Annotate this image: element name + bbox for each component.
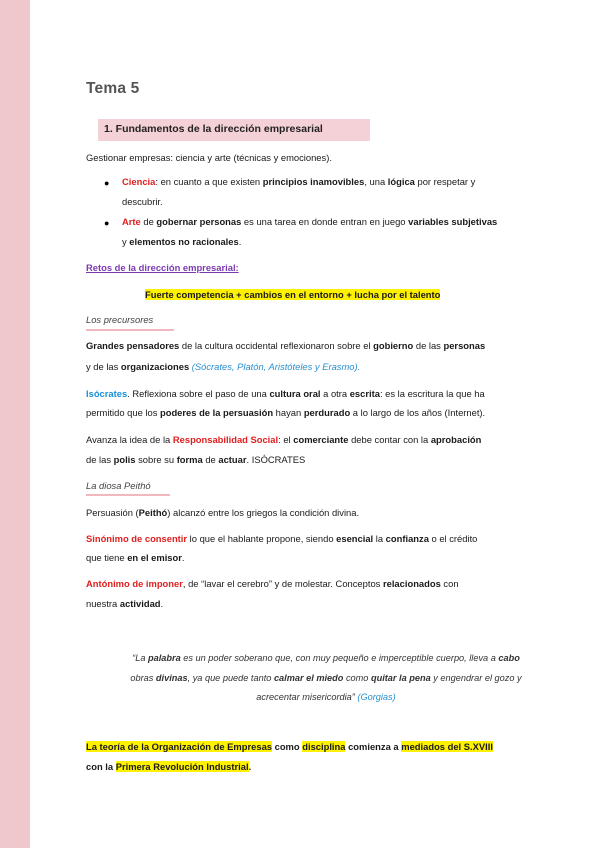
text: con <box>440 578 459 589</box>
text: “La <box>132 653 148 663</box>
text: . <box>160 598 164 609</box>
text: es un poder soberano que, con muy pequeño e imperceptible cuerpo, lleva a <box>180 653 499 663</box>
bold-text: divinas <box>155 673 188 683</box>
bullet-ciencia-line1 <box>122 176 475 188</box>
text: Avanza la idea de la <box>86 434 173 445</box>
retos-line <box>145 289 440 301</box>
antonimo-line2 <box>86 598 163 610</box>
text: obras <box>130 673 156 683</box>
bold-text: perdurado <box>303 407 351 418</box>
text: , una <box>364 176 388 187</box>
text: Sinónimo de consentir <box>86 533 188 544</box>
bold-text: lógica <box>387 176 415 187</box>
text: hayan <box>273 407 304 418</box>
ciencia-term: Ciencia <box>122 176 156 187</box>
text: (Gorgias) <box>357 692 396 702</box>
text: a lo largo de los años (Internet). <box>350 407 486 418</box>
bold-text: Grandes pensadores <box>86 340 180 351</box>
avanza-line2 <box>86 454 305 466</box>
text: debe contar con la <box>348 434 431 445</box>
text: (Sócrates, Platón, Aristóteles y Erasmo). <box>189 361 361 372</box>
bold-text: gobernar personas <box>156 216 242 227</box>
text: de <box>140 216 157 227</box>
text: Retos de la dirección empresarial: <box>86 262 239 273</box>
page-margin-bar <box>0 0 30 848</box>
document-page <box>30 0 599 848</box>
text: : en cuanto a que existen <box>155 176 263 187</box>
bullet-arte-line1 <box>122 216 497 228</box>
sinonimo-line1 <box>86 533 477 545</box>
text: . Reflexiona sobre el paso de una <box>127 388 270 399</box>
highlighted-text: mediados del S.XVIII <box>401 741 493 752</box>
bullet-dot: ● <box>104 178 110 188</box>
avanza-line1 <box>86 434 481 446</box>
intro-paragraph: Gestionar empresas: ciencia y arte (técnicas y emociones). <box>86 152 332 163</box>
text: de las <box>413 340 444 351</box>
bold-text: forma <box>176 454 203 465</box>
text: la <box>373 533 386 544</box>
text: y engendrar el gozo y <box>430 673 522 683</box>
bold-text: quitar la pena <box>370 673 431 683</box>
text: . <box>181 552 185 563</box>
text: Persuasión ( <box>86 507 139 518</box>
text: . <box>248 761 252 772</box>
heading-underline <box>86 329 174 331</box>
text: sobre su <box>135 454 177 465</box>
text: y de las <box>86 361 121 372</box>
bold-text: escrita <box>349 388 380 399</box>
bullet-dot: ● <box>104 218 110 228</box>
bold-text: variables subjetivas <box>408 216 498 227</box>
text: de las <box>86 454 114 465</box>
text: que tiene <box>86 552 128 563</box>
diosa-heading: La diosa Peithó <box>86 480 151 491</box>
text: a otra <box>320 388 350 399</box>
antonimo-line1 <box>86 578 459 590</box>
text: o el crédito <box>428 533 478 544</box>
text: ) alcanzó entre los griegos la condición divina. <box>167 507 360 518</box>
highlighted-text: disciplina <box>302 741 346 752</box>
grandes-line1 <box>86 340 485 352</box>
bold-text: comerciante <box>293 434 349 445</box>
precursores-heading: Los precursores <box>86 314 154 325</box>
text: comienza a <box>345 741 402 752</box>
bold-text: calmar el miedo <box>273 673 344 683</box>
text: Isócrates <box>86 388 128 399</box>
bold-text: poderes de la persuasión <box>160 407 274 418</box>
text: . ISÓCRATES <box>246 454 306 465</box>
bold-text: cabo <box>498 653 520 663</box>
quote-line2 <box>86 670 566 687</box>
bold-text: actividad <box>119 598 161 609</box>
bold-text: principios inamovibles <box>262 176 365 187</box>
text: permitido que los <box>86 407 160 418</box>
text: Responsabilidad Social <box>172 434 279 445</box>
text: acrecentar misericordia” <box>256 692 358 702</box>
text: , de “lavar el cerebro” y de molestar. Conceptos <box>182 578 383 589</box>
bold-text: actuar <box>218 454 247 465</box>
highlighted-text: Primera Revolución Industrial <box>115 761 249 772</box>
text: Antónimo de imponer <box>86 578 183 589</box>
highlighted-text: La teoría de la Organización de Empresas <box>86 741 273 752</box>
bold-text: Peithó <box>138 507 168 518</box>
text: de <box>202 454 219 465</box>
retos-heading <box>86 262 239 274</box>
bold-text: aprobación <box>430 434 482 445</box>
heading-underline <box>86 494 170 496</box>
section-heading: 1. Fundamentos de la dirección empresarial <box>104 123 323 135</box>
page-title: Tema 5 <box>86 80 140 97</box>
quote-line3 <box>86 689 566 706</box>
highlighted-text: Fuerte competencia + cambios en el entorno + lucha por el talento <box>145 289 441 300</box>
persuasion-line <box>86 507 359 519</box>
bullet-ciencia-line2: descubrir. <box>122 196 163 207</box>
bullet-arte-line2 <box>122 236 241 248</box>
bold-text: relacionados <box>382 578 441 589</box>
text: por respetar y <box>414 176 476 187</box>
teoria-line2 <box>86 761 251 773</box>
sinonimo-line2 <box>86 552 185 564</box>
bold-text: elementos no racionales <box>129 236 239 247</box>
text: lo que el hablante propone, siendo <box>187 533 337 544</box>
text: como <box>272 741 303 752</box>
bold-text: polis <box>113 454 136 465</box>
text: con la <box>86 761 116 772</box>
bold-text: en el emisor <box>127 552 182 563</box>
arte-term: Arte <box>122 216 141 227</box>
quote-line1 <box>86 650 566 667</box>
text: es una tarea en donde entran en juego <box>241 216 409 227</box>
text: y <box>122 236 130 247</box>
isocrates-line1 <box>86 388 485 400</box>
text: : es la escritura la que ha <box>379 388 485 399</box>
text: nuestra <box>86 598 120 609</box>
text: como <box>343 673 371 683</box>
grandes-line2 <box>86 361 360 373</box>
bold-text: gobierno <box>373 340 414 351</box>
teoria-line1 <box>86 741 493 753</box>
bold-text: confianza <box>385 533 429 544</box>
bold-text: cultura oral <box>269 388 321 399</box>
bold-text: palabra <box>148 653 181 663</box>
text: de la cultura occidental reflexionaron sobre el <box>179 340 374 351</box>
bold-text: esencial <box>336 533 374 544</box>
text: . <box>238 236 242 247</box>
text: , ya que puede tanto <box>187 673 274 683</box>
text: : el <box>278 434 294 445</box>
bold-text: personas <box>443 340 486 351</box>
bold-text: organizaciones <box>120 361 190 372</box>
isocrates-line2 <box>86 407 485 419</box>
